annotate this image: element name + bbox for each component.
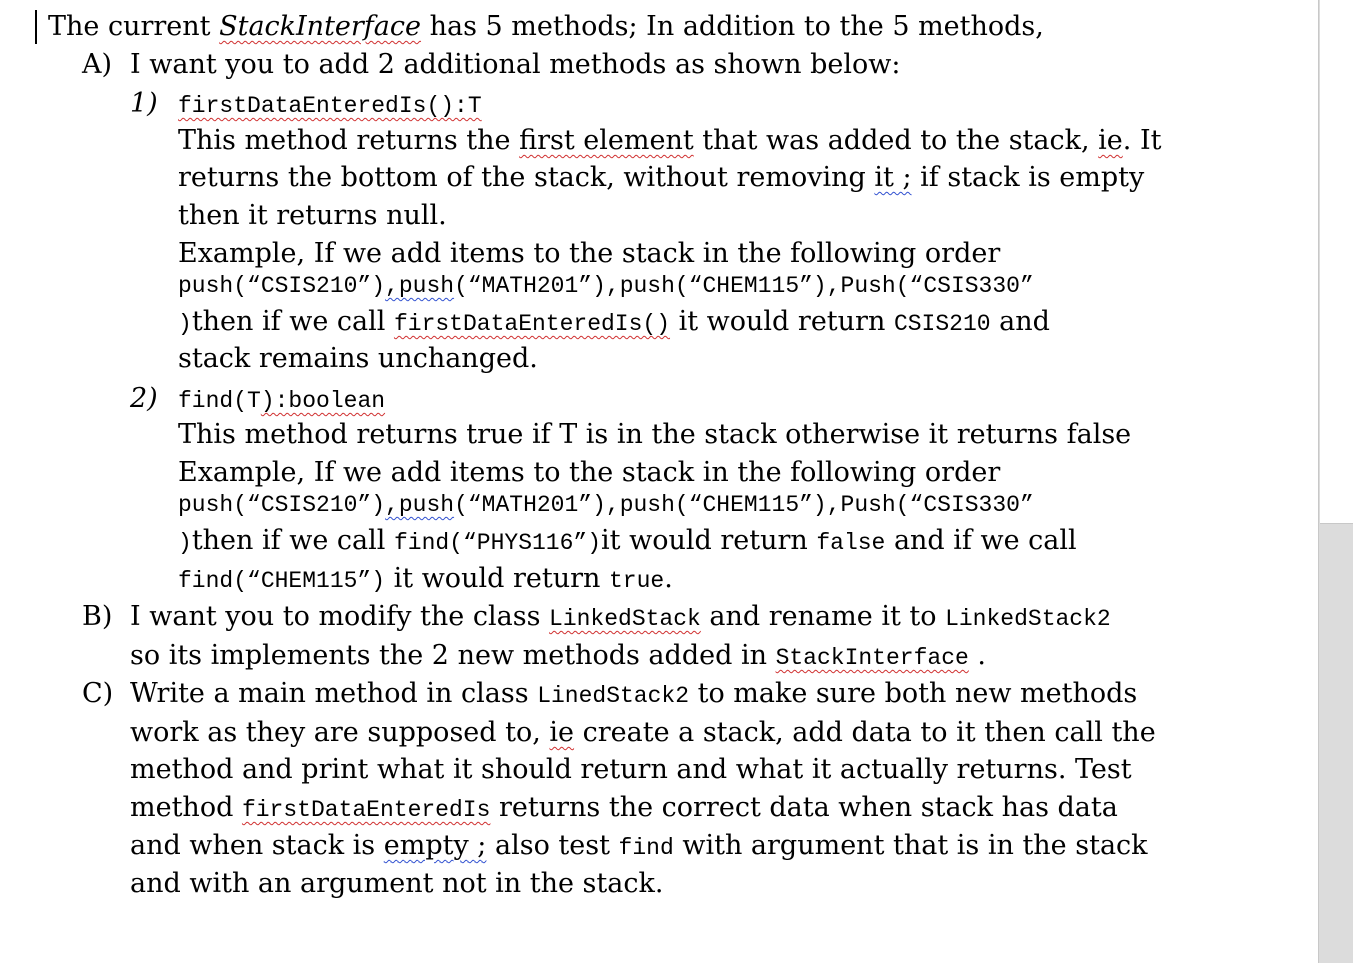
interface-name-code: StackInterface bbox=[775, 645, 969, 671]
text-span: Write a main method in class bbox=[130, 678, 538, 709]
method2-result-line1 bbox=[178, 524, 1077, 560]
section-a-heading bbox=[82, 48, 900, 82]
method1-example-code bbox=[178, 269, 1034, 303]
text-span: with argument that is in the stack bbox=[673, 830, 1148, 861]
text-span: create a stack, add data to it then call the bbox=[574, 717, 1156, 748]
list-number-2: 2) bbox=[130, 383, 158, 414]
text-span: if stack is empty bbox=[911, 162, 1145, 193]
spelling-flag: ie bbox=[1098, 125, 1123, 156]
list-label-a: A) bbox=[82, 49, 113, 80]
return-value-false: false bbox=[816, 530, 886, 556]
text-span: and rename it to bbox=[700, 601, 946, 632]
method1-signature-line bbox=[130, 87, 482, 123]
text-span: . bbox=[664, 563, 673, 594]
interface-name: StackInterface bbox=[219, 11, 422, 42]
text-span: returns the bottom of the stack, without removing bbox=[178, 162, 875, 193]
text-span: it would return bbox=[385, 563, 609, 594]
new-class-name: LinkedStack2 bbox=[945, 606, 1111, 632]
method1-desc-line1 bbox=[178, 124, 1161, 158]
method2-result-line2 bbox=[178, 562, 673, 598]
section-b-line2 bbox=[130, 639, 986, 675]
section-b-line1 bbox=[82, 600, 1111, 636]
text-span: then if we call bbox=[191, 306, 394, 337]
text-span: work as they are supposed to, bbox=[130, 717, 550, 748]
code-span: push(“CSIS210”) bbox=[178, 492, 386, 518]
scrollbar-thumb[interactable] bbox=[1320, 0, 1353, 524]
grammar-flag: ,push bbox=[385, 492, 455, 518]
method1-example-line: Example, If we add items to the stack in the following order bbox=[178, 238, 1001, 269]
text-span: that was added to the stack, bbox=[693, 125, 1099, 156]
section-c-line2 bbox=[130, 716, 1156, 750]
code-span: ) bbox=[178, 530, 192, 556]
section-c-line5 bbox=[130, 829, 1148, 865]
vertical-scrollbar[interactable] bbox=[1318, 0, 1353, 963]
text-span: it would return bbox=[601, 525, 817, 556]
list-number-1: 1) bbox=[130, 88, 158, 119]
code-span: push(“CSIS210”) bbox=[178, 273, 386, 299]
method1-name: firstDataEnteredIs bbox=[241, 797, 491, 823]
method2-example-line: Example, If we add items to the stack in the following order bbox=[178, 457, 1001, 488]
class-name: LinkedStack bbox=[549, 606, 701, 632]
text-cursor bbox=[35, 10, 37, 44]
text-span: to make sure both new methods bbox=[689, 678, 1138, 709]
grammar-flag: empty ; bbox=[383, 830, 487, 861]
intro-text-end: has 5 methods; In addition to the 5 methods, bbox=[421, 11, 1044, 42]
section-a-text: I want you to add 2 additional methods as shown below: bbox=[130, 49, 901, 80]
method1-desc-line3: then it returns null. bbox=[178, 200, 447, 231]
text-span: also test bbox=[486, 830, 619, 861]
section-c-line6: and with an argument not in the stack. bbox=[130, 868, 664, 899]
spelling-flag: first element bbox=[519, 125, 694, 156]
method2-call-chem: find(“CHEM115”) bbox=[178, 568, 386, 594]
class-name: LinedStack2 bbox=[537, 683, 690, 709]
section-c-line3: method and print what it should return and what it actually returns. Test bbox=[130, 754, 1132, 785]
text-span: . bbox=[968, 640, 986, 671]
spelling-flag: ie bbox=[549, 717, 575, 748]
method2-signature: ):boolean bbox=[260, 388, 386, 414]
method1-call: firstDataEnteredIs() bbox=[393, 311, 671, 337]
intro-line bbox=[48, 10, 1044, 44]
text-span: so its implements the 2 new methods added in bbox=[130, 640, 776, 671]
method2-desc: This method returns true if T is in the stack otherwise it returns false bbox=[178, 419, 1132, 450]
section-c-line1 bbox=[82, 677, 1137, 713]
method1-desc-line6: stack remains unchanged. bbox=[178, 343, 538, 374]
method2-example-code bbox=[178, 488, 1034, 522]
text-span: . It bbox=[1122, 125, 1162, 156]
text-span: it would return bbox=[670, 306, 894, 337]
grammar-flag: it ; bbox=[874, 162, 912, 193]
text-span: and bbox=[990, 306, 1050, 337]
text-span: I want you to modify the class bbox=[130, 601, 550, 632]
return-value-true: true bbox=[608, 568, 665, 594]
method1-signature: firstDataEnteredIs():T bbox=[178, 93, 482, 119]
return-value: CSIS210 bbox=[893, 311, 991, 337]
section-c-line4 bbox=[130, 791, 1118, 827]
grammar-flag: ,push bbox=[385, 273, 455, 299]
code-span: ) bbox=[178, 311, 192, 337]
text-span: and if we call bbox=[885, 525, 1077, 556]
code-span: (“MATH201”),push(“CHEM115”),Push(“CSIS330” bbox=[454, 492, 1034, 518]
method2-name: find bbox=[618, 835, 674, 861]
method2-call-phys: find(“PHYS116”) bbox=[393, 530, 602, 556]
method2-signature-line bbox=[130, 382, 385, 418]
list-label-c: C) bbox=[82, 678, 114, 709]
code-span: (“MATH201”),push(“CHEM115”),Push(“CSIS330” bbox=[454, 273, 1034, 299]
method1-desc-line2 bbox=[178, 161, 1144, 195]
method1-result-line bbox=[178, 305, 1050, 341]
text-span: This method returns the bbox=[178, 125, 520, 156]
text-span: method bbox=[130, 792, 242, 823]
text-span: and when stack is bbox=[130, 830, 384, 861]
code-span: find(T bbox=[178, 388, 261, 414]
text-span: then if we call bbox=[191, 525, 394, 556]
list-label-b: B) bbox=[82, 601, 113, 632]
intro-text: The current bbox=[48, 11, 220, 42]
text-span: returns the correct data when stack has data bbox=[490, 792, 1118, 823]
